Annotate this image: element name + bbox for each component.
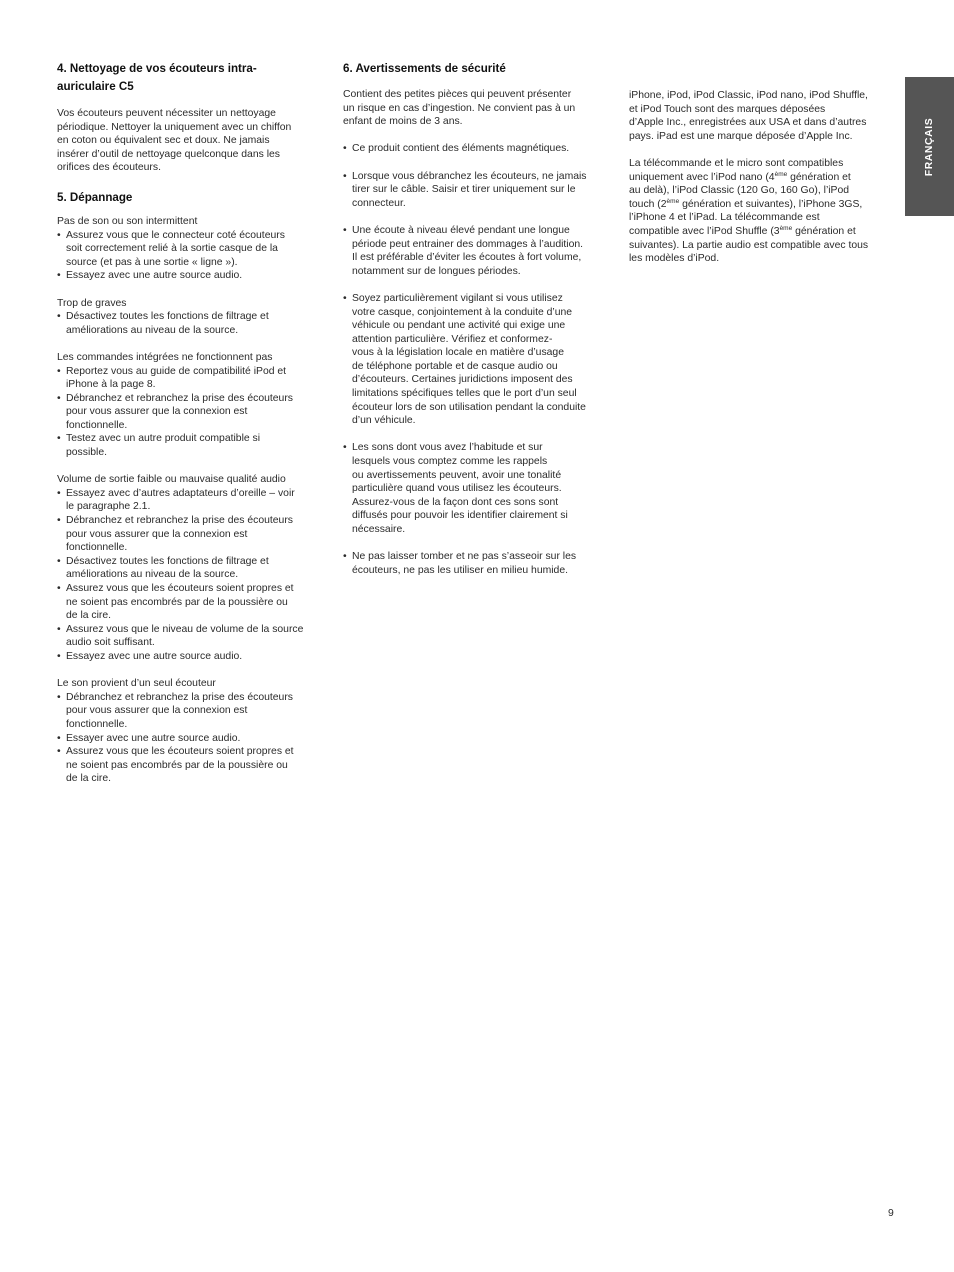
troubleshoot-controls xyxy=(57,351,329,460)
list-item: • Désactivez toutes les fonctions de filtrage et améliorations au niveau de la source. xyxy=(57,555,329,582)
list-item: • Soyez particulièrement vigilant si vous utilisez votre casque, conjointement à la conduite d’une véhicule ou pendant une activité qui exige une attention particulière. Vérifiez et conformez- vous à la législation locale en matière d’usage de téléphone portable et de casque audio ou d’écouteurs. Certaines juridictions imposent des limitations spécifiques telles que le port d’un seul écouteur lors de son utilisation pendant la conduite d’un véhicule. xyxy=(343,292,615,428)
list-item: • Assurez vous que les écouteurs soient propres et ne soient pas encombrés par de la poussière ou de la cire. xyxy=(57,745,329,786)
list-item: • Reportez vous au guide de compatibilité iPod et iPhone à la page 8. xyxy=(57,365,329,392)
troubleshoot-heading: Le son provient d’un seul écouteur xyxy=(57,678,216,690)
language-tab xyxy=(905,77,954,216)
list-item: • Essayer avec une autre source audio. xyxy=(57,732,329,746)
list-item: • Ne pas laisser tomber et ne pas s’asseoir sur les écouteurs, ne pas les utiliser en milieu humide. xyxy=(343,550,615,577)
list-item: • Les sons dont vous avez l’habitude et sur lesquels vous comptez comme les rappels ou avertissements peuvent, avoir une tonalité particulière quand vous utilisez les écouteurs. Assurez-vous de la façon dont ces sons sont diffusés pour pouvoir les identifier clairement si nécessaire. xyxy=(343,441,615,536)
section-4-body: Vos écouteurs peuvent nécessiter un nettoyage périodique. Nettoyer la uniquement avec un chiffon en coton ou équivalent sec et doux. Ne jamais insérer d’outil de nettoyage quelconque dans les orifices des écouteurs. xyxy=(57,108,292,174)
language-tab-label: FRANÇAIS xyxy=(923,117,935,176)
section-5-title: 5. Dépannage xyxy=(57,190,133,204)
section-6-title: 6. Avertissements de sécurité xyxy=(343,62,506,75)
list-item: • Assurez vous que les écouteurs soient propres et ne soient pas encombrés par de la poussière ou de la cire. xyxy=(57,582,329,623)
compatibility-paragraph: La télécommande et le micro sont compatibles uniquement avec l’iPod nano (4ème génération et au delà), l’iPod Classic (120 Go, 160 Go), l’iPod touch (2ème génération et suivantes), l’iPhone 3GS, l’iPhone 4 et l’iPad. La télécommande est compatible avec l’iPod Shuffle (3ème génération et suivantes). La partie audio est compatible avec tous les modèles d’iPod. xyxy=(629,157,869,265)
page-number: 9 xyxy=(888,1208,894,1219)
list-item: • Assurez vous que le niveau de volume de la source audio soit suffisant. xyxy=(57,623,329,650)
list-item: • Débranchez et rebranchez la prise des écouteurs pour vous assurer que la connexion est fonctionnelle. xyxy=(57,691,329,732)
middle-column xyxy=(343,60,615,591)
safety-intro: Contient des petites pièces qui peuvent présenter un risque en cas d’ingestion. Ne convient pas à un enfant de moins de 3 ans. xyxy=(343,89,576,128)
troubleshoot-low-volume xyxy=(57,473,329,663)
section-4-title: 4. Nettoyage de vos écouteurs intra- auriculaire C5 xyxy=(57,62,257,93)
troubleshoot-heading: Pas de son ou son intermittent xyxy=(57,215,198,227)
list-item: • Essayez avec une autre source audio. xyxy=(57,650,329,664)
troubleshoot-heading: Les commandes intégrées ne fonctionnent pas xyxy=(57,351,273,363)
list-item: • Ce produit contient des éléments magnétiques. xyxy=(343,142,615,156)
troubleshoot-heading: Trop de graves xyxy=(57,297,127,309)
list-item: • Lorsque vous débranchez les écouteurs, ne jamais tirer sur le câble. Saisir et tirer uniquement sur le connecteur. xyxy=(343,170,615,211)
list-item: • Essayez avec une autre source audio. xyxy=(57,269,329,283)
list-item: • Désactivez toutes les fonctions de filtrage et améliorations au niveau de la source. xyxy=(57,310,329,337)
troubleshoot-no-sound xyxy=(57,215,329,283)
list-item: • Une écoute à niveau élevé pendant une longue période peut entrainer des dommages à l’audition. Il est préférable d’éviter les écoutes à fort volume, notamment sur de longues périodes. xyxy=(343,224,615,278)
left-column xyxy=(57,60,329,786)
troubleshoot-heading: Volume de sortie faible ou mauvaise qualité audio xyxy=(57,474,286,486)
list-item: • Essayez avec d’autres adaptateurs d’oreille – voir le paragraphe 2.1. xyxy=(57,487,329,514)
troubleshoot-bass xyxy=(57,297,329,338)
list-item: • Débranchez et rebranchez la prise des écouteurs pour vous assurer que la connexion est fonctionnelle. xyxy=(57,514,329,555)
trademarks-paragraph: iPhone, iPod, iPod Classic, iPod nano, iPod Shuffle, et iPod Touch sont des marques déposées d’Apple Inc., enregistrées aux USA et dans d’autres pays. iPad est une marque déposée d’Apple Inc. xyxy=(629,90,868,142)
list-item: • Débranchez et rebranchez la prise des écouteurs pour vous assurer que la connexion est fonctionnelle. xyxy=(57,392,329,433)
list-item: • Assurez vous que le connecteur coté écouteurs soit correctement relié à la sortie casque de la source (et pas à une sortie « ligne »). xyxy=(57,229,329,270)
list-item: • Testez avec un autre produit compatible si possible. xyxy=(57,432,329,459)
right-column xyxy=(629,89,895,266)
troubleshoot-one-earphone xyxy=(57,677,329,786)
